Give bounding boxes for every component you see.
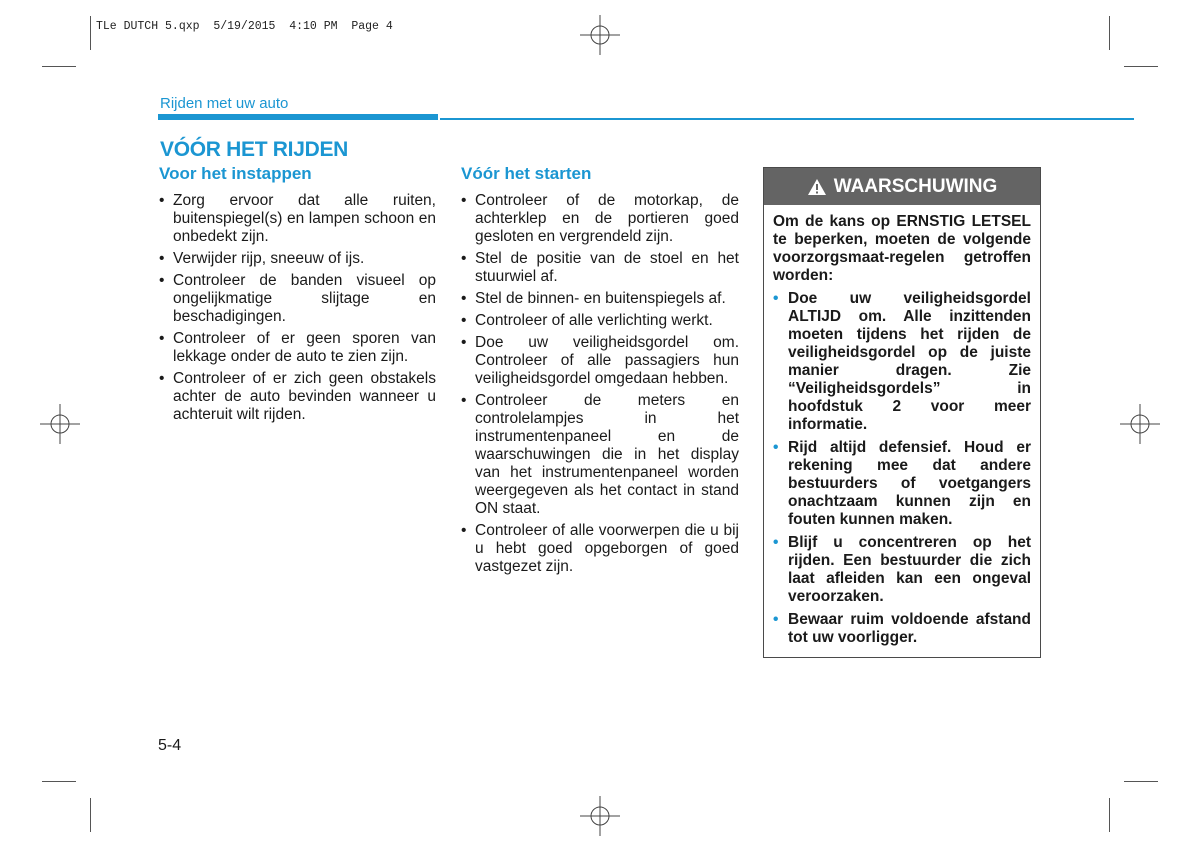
list-item: • Stel de positie van de stoel en het stuurwiel af. bbox=[461, 250, 739, 286]
warning-list bbox=[773, 290, 1031, 647]
column-heading: Vóór het starten bbox=[461, 164, 592, 183]
registration-mark-icon bbox=[40, 404, 80, 444]
warning-box bbox=[763, 167, 1041, 658]
warning-title: WAARSCHUWING bbox=[833, 175, 998, 197]
list-item: • Controleer of alle voorwerpen die u bij u hebt goed opgeborgen of goed vastgezet zijn. bbox=[461, 522, 739, 576]
registration-mark-icon bbox=[580, 796, 620, 836]
warning-item: • Bewaar ruim voldoende afstand tot uw voorligger. bbox=[773, 611, 1031, 647]
list-item: • Zorg ervoor dat alle ruiten, buitenspiegel(s) en lampen schoon en onbedekt zijn. bbox=[159, 192, 436, 246]
warning-header bbox=[764, 168, 1040, 205]
list-item: • Controleer of alle verlichting werkt. bbox=[461, 312, 739, 330]
bullet-list bbox=[461, 192, 739, 576]
header-rule-thick bbox=[158, 114, 438, 120]
registration-mark-icon bbox=[580, 15, 620, 55]
list-item: • Controleer de meters en controlelampjes in het instrumentenpaneel en de waarschuwingen die in het display van het instrumentenpaneel worden weergegeven als het contact in stand ON staat. bbox=[461, 392, 739, 518]
crop-mark bbox=[90, 798, 91, 832]
bullet-list bbox=[159, 192, 436, 424]
crop-mark bbox=[42, 66, 76, 67]
section-header: Rijden met uw auto bbox=[160, 95, 289, 112]
list-item: • Doe uw veiligheidsgordel om. Controleer of alle passagiers hun veiligheidsgordel omgedaan hebben. bbox=[461, 334, 739, 388]
crop-mark bbox=[1109, 798, 1110, 832]
warning-triangle-icon bbox=[807, 178, 827, 196]
list-item: • Controleer of er geen sporen van lekkage onder de auto te zien zijn. bbox=[159, 330, 436, 366]
column-voor-het-starten bbox=[461, 164, 739, 580]
list-item: • Verwijder rijp, sneeuw of ijs. bbox=[159, 250, 436, 268]
printer-slug: TLe DUTCH 5.qxp 5/19/2015 4:10 PM Page 4 bbox=[96, 20, 393, 33]
warning-item: • Rijd altijd defensief. Houd er rekening mee dat andere bestuurders of voetgangers onachtzaam kunnen zijn en fouten kunnen maken. bbox=[773, 439, 1031, 529]
crop-mark bbox=[90, 16, 91, 50]
crop-mark bbox=[1124, 66, 1158, 67]
crop-mark bbox=[1124, 781, 1158, 782]
column-heading: Voor het instappen bbox=[159, 164, 312, 183]
list-item: • Controleer of de motorkap, de achterklep en de portieren goed gesloten en vergrendeld zijn. bbox=[461, 192, 739, 246]
warning-item: • Doe uw veiligheidsgordel ALTIJD om. Alle inzittenden moeten tijdens het rijden de veiligheidsgordel op de juiste manier dragen. Zie “Veiligheidsgordels” in hoofdstuk 2 voor meer informatie. bbox=[773, 290, 1031, 434]
registration-mark-icon bbox=[1120, 404, 1160, 444]
crop-mark bbox=[1109, 16, 1110, 50]
list-item: • Controleer of er zich geen obstakels achter de auto bevinden wanneer u achteruit wilt rijden. bbox=[159, 370, 436, 424]
list-item: • Stel de binnen- en buitenspiegels af. bbox=[461, 290, 739, 308]
list-item: • Controleer de banden visueel op ongelijkmatige slijtage en beschadigingen. bbox=[159, 272, 436, 326]
page-title: VÓÓR HET RIJDEN bbox=[160, 138, 349, 161]
warning-intro: Om de kans op ERNSTIG LETSEL te beperken, moeten de volgende voorzorgsmaat-regelen getroffen worden: bbox=[773, 213, 1031, 284]
crop-mark bbox=[42, 781, 76, 782]
warning-body bbox=[764, 205, 1040, 647]
warning-item: • Blijf u concentreren op het rijden. Een bestuurder die zich laat afleiden kan een ongeval veroorzaken. bbox=[773, 534, 1031, 606]
column-voor-het-instappen bbox=[159, 164, 436, 428]
header-rule-thin bbox=[440, 118, 1134, 120]
page-number: 5-4 bbox=[158, 737, 182, 754]
